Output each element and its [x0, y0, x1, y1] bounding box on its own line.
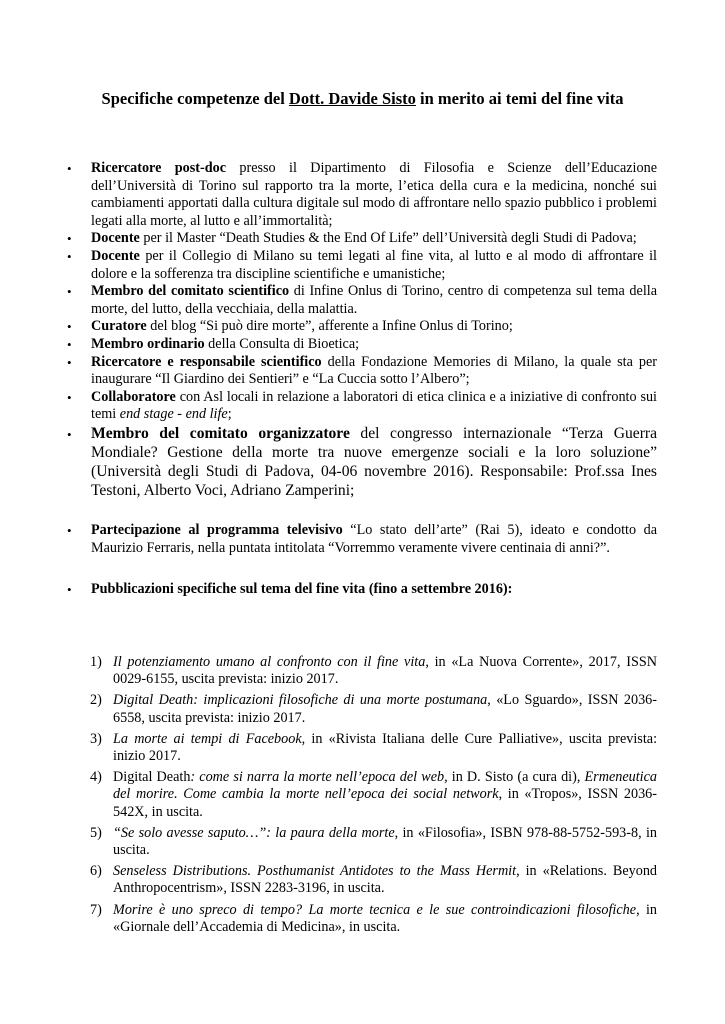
publication-details: , in «Rivista Italiana delle Cure Palliative», uscita prevista: inizio 2017.: [113, 730, 658, 765]
publication-details: , in «Relations. Beyond Anthropocentrism», ISSN 2283-3196, in uscita.: [113, 863, 658, 897]
publication-number: 7): [90, 901, 102, 918]
item-bold: Docente: [91, 230, 140, 247]
item-bold: Curatore: [91, 318, 147, 335]
item-text: del blog “Si può dire morte”, afferente a Infine Onlus di Torino;: [146, 318, 513, 335]
page-title: [0, 89, 725, 109]
publication-item: [90, 901, 657, 936]
item-bold: Ricercatore post-doc: [91, 160, 226, 176]
bullet-icon: •: [67, 319, 72, 335]
publication-title: La morte ai tempi di Facebook: [113, 730, 302, 747]
publications-list: [90, 654, 658, 940]
publication-item: [90, 692, 657, 726]
publication-number: 1): [90, 654, 102, 670]
publication-number: 2): [90, 692, 102, 709]
competence-list: [67, 160, 657, 599]
item-text: della Fondazione Memories di Milano, la quale sta per inaugurare “Il Giardino dei Sentieri” e “La Cuccia sotto l’Albero”;: [91, 353, 657, 388]
publication-title: : come si narra la morte nell’epoca del web: [190, 769, 445, 786]
publication-book-title: Ermeneutica del morire. Come cambia la morte nell’epoca dei social network: [113, 769, 658, 803]
bullet-icon: •: [67, 426, 72, 442]
item-text: con Asl locali in relazione a laboratori di etica clinica e a iniziative di confronto sui temi: [91, 388, 657, 423]
publication-details: , «Lo Sguardo», ISSN 2036-6558, uscita prevista: inizio 2017.: [113, 692, 657, 726]
item-bold: Docente: [91, 247, 140, 264]
publication-item: [90, 769, 658, 821]
bullet-icon: •: [67, 354, 72, 370]
list-item: [67, 424, 657, 500]
title-suffix: in merito ai temi del fine vita: [415, 89, 624, 108]
item-bold: Ricercatore e responsabile scientifico: [91, 353, 322, 370]
list-item: [67, 230, 657, 248]
publication-number: 5): [90, 824, 102, 841]
item-text: per il Master “Death Studies & the End Of Life” dell’Università degli Studi di Padova;: [139, 230, 637, 247]
item-bold: Partecipazione al programma televisivo: [91, 521, 343, 538]
publication-details: , in «La Nuova Corrente», 2017, ISSN 0029-6155, uscita prevista: inizio 2017.: [113, 654, 657, 688]
publication-title: Senseless Distributions. Posthumanist Antidotes to the Mass Hermit: [113, 863, 517, 880]
bullet-icon: •: [67, 284, 72, 300]
publication-title: “Se solo avesse saputo…”: la paura della morte: [113, 824, 395, 841]
item-bold: Membro ordinario: [91, 335, 205, 352]
item-italic: end stage - end life: [119, 406, 228, 423]
list-item: [67, 353, 657, 389]
list-item: [67, 318, 657, 336]
publication-title: Il potenziamento umano al confronto con il fine vita: [113, 654, 426, 670]
item-text: presso il Dipartimento di Filosofia e Scienze dell’Educazione dell’Università di Torino sul rapporto tra la morte, l’etica della cura e la medicina, nonché sui cambiamenti apportati dalla cultura digitale sul modo di affrontare nello spazio pubblico i problemi legati alla morte, al lutto e all’immortalità;: [91, 160, 657, 229]
publication-item: [90, 824, 657, 859]
publication-number: 6): [90, 863, 102, 880]
item-text: per il Collegio di Milano su temi legati al fine vita, al lutto e al modo di affrontare il dolore e la sofferenza tra discipline scientifiche e umanistiche;: [91, 247, 657, 282]
bullet-icon: •: [67, 389, 72, 405]
bullet-icon: •: [67, 161, 72, 176]
item-bold: Membro del comitato organizzatore: [91, 424, 350, 442]
publication-item: [90, 730, 658, 765]
title-prefix: Specifiche competenze del: [101, 89, 289, 108]
publication-item: [90, 654, 657, 688]
list-item: [67, 160, 657, 230]
title-name: Dott. Davide Sisto: [288, 89, 416, 108]
list-item: [67, 335, 657, 354]
publication-item: [90, 863, 658, 897]
publication-details: , in D. Sisto (a cura di),: [444, 769, 585, 786]
publication-prefix: Digital Death: [113, 769, 191, 786]
bullet-icon: •: [67, 336, 72, 352]
list-item: [67, 247, 657, 283]
bullet-icon: •: [67, 582, 72, 598]
list-item: [67, 388, 657, 424]
list-item: [67, 521, 657, 557]
item-bold: Collaboratore: [91, 388, 176, 405]
publication-details: , in «Tropos», ISSN 2036-542X, in uscita.: [113, 786, 657, 820]
item-bold: Membro del comitato scientifico: [91, 283, 290, 300]
list-item: [67, 283, 657, 318]
item-text: “Lo stato dell’arte” (Rai 5), ideato e condotto da Maurizio Ferraris, nella puntata intitolata “Vorremmo veramente vivere centinaia di anni?”.: [91, 521, 657, 556]
bullet-icon: •: [67, 522, 72, 538]
bullet-icon: •: [67, 248, 72, 264]
item-text: del congresso internazionale “Terza Guerra Mondiale? Gestione della morte tra nuove emergenze sociali e la loro soluzione” (Università degli Studi di Padova, 04-06 novembre 2016). Responsabile: Prof.ssa Ines Testoni, Alberto Voci, Adriano Zamperini;: [91, 424, 657, 499]
publication-number: 3): [90, 730, 102, 747]
publication-title: Morire è uno spreco di tempo? La morte tecnica e le sue controindicazioni filosofiche: [113, 901, 637, 918]
publications-heading: Pubblicazioni specifiche sul tema del fine vita (fino a settembre 2016):: [91, 581, 513, 598]
publication-details: , in «Filosofia», ISBN 978-88-5752-593-8, in uscita.: [113, 824, 657, 859]
item-tail: ;: [227, 406, 232, 423]
publication-number: 4): [90, 769, 102, 786]
item-text: di Infine Onlus di Torino, centro di competenza sul tema della morte, del lutto, della vecchiaia, della malattia.: [91, 283, 657, 317]
item-text: della Consulta di Bioetica;: [204, 335, 360, 352]
list-item: [67, 581, 657, 599]
publication-title: Digital Death: implicazioni filosofiche di una morte postumana: [113, 692, 488, 709]
publication-details: , in «Giornale dell’Accademia di Medicina», in uscita.: [113, 901, 657, 935]
bullet-icon: •: [67, 231, 72, 247]
